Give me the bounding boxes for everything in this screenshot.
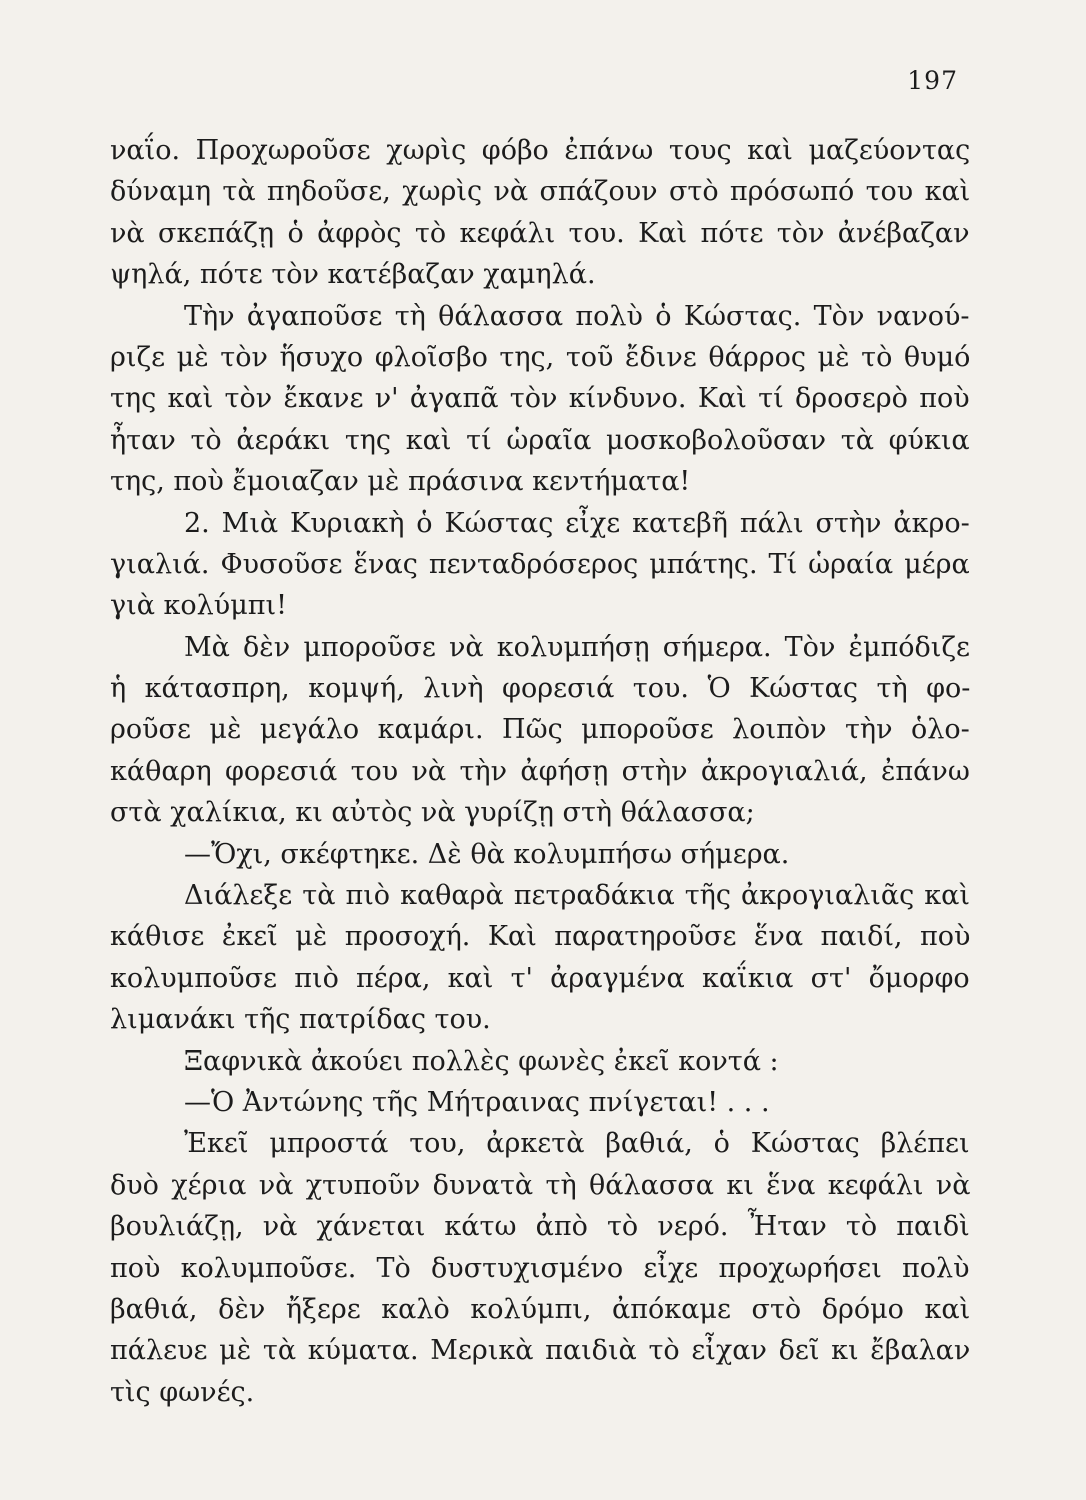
text-line: Τὴν ἀγαποῦσε τὴ θάλασσα πολὺ ὁ Κώστας. Τὸν νανού- — [184, 300, 970, 332]
text-line: κολυμποῦσε πιὸ πέρα, καὶ τ' ἀραγμένα καΐκια στ' ὄμορφο — [110, 962, 970, 994]
text-line: δύναμη τὰ πηδοῦσε, χωρὶς νὰ σπάζουν στὸ πρόσωπό του καὶ — [110, 176, 971, 208]
text-line: της, ποὺ ἔμοιαζαν μὲ πράσινα κεντήματα! — [110, 466, 691, 498]
text-line: ἦταν τὸ ἀεράκι της καὶ τί ὡραῖα μοσκοβολοῦσαν τὰ φύκια — [110, 424, 970, 456]
text-line: κάθισε ἐκεῖ μὲ προσοχή. Καὶ παρατηροῦσε ἕνα παιδί, ποὺ — [110, 921, 971, 953]
text-line: νὰ σκεπάζῃ ὁ ἀφρὸς τὸ κεφάλι του. Καὶ πότε τὸν ἀνέβαζαν — [110, 217, 970, 249]
text-line: ψηλά, πότε τὸν κατέβαζαν χαμηλά. — [110, 259, 596, 291]
text-line: ναΐο. Προχωροῦσε χωρὶς φόβο ἐπάνω τους καὶ μαζεύοντας — [110, 135, 971, 166]
text-line: λιμανάκι τῆς πατρίδας του. — [110, 1004, 491, 1036]
text-line: Διάλεξε τὰ πιὸ καθαρὰ πετραδάκια τῆς ἀκρογιαλιᾶς καὶ — [184, 880, 970, 912]
text-line: ροῦσε μὲ μεγάλο καμάρι. Πῶς μποροῦσε λοιπὸν τὴν ὁλο- — [110, 714, 970, 746]
page-number: 197 — [907, 66, 958, 95]
text-line: βαθιά, δὲν ἤξερε καλὸ κολύμπι, ἀπόκαμε στὸ δρόμο καὶ — [110, 1293, 971, 1325]
text-line: στὰ χαλίκια, κι αὐτὸς νὰ γυρίζῃ στὴ θάλασσα; — [110, 797, 755, 829]
text-line: βουλιάζῃ, νὰ χάνεται κάτω ἀπὸ τὸ νερό. Ἦταν τὸ παιδὶ — [110, 1211, 970, 1243]
text-line: της καὶ τὸν ἔκανε ν' ἀγαπᾶ τὸν κίνδυνο. Καὶ τί δροσερὸ ποὺ — [110, 383, 970, 415]
text-line: γιὰ κολύμπι! — [110, 590, 287, 622]
text-line: τὶς φωνές. — [110, 1376, 255, 1408]
text-line: Ἐκεῖ μπροστά του, ἀρκετὰ βαθιά, ὁ Κώστας βλέπει — [184, 1128, 970, 1160]
text-line: —Ὁ Ἀντώνης τῆς Μήτραινας πνίγεται! . . . — [184, 1086, 770, 1118]
text-line: Ξαφνικὰ ἀκούει πολλὲς φωνὲς ἐκεῖ κοντά : — [184, 1045, 779, 1077]
text-line: 2. Μιὰ Κυριακὴ ὁ Κώστας εἶχε κατεβῆ πάλι στὴν ἀκρο- — [184, 507, 970, 539]
text-line: δυὸ χέρια νὰ χτυποῦν δυνατὰ τὴ θάλασσα κι ἕνα κεφάλι νὰ — [110, 1169, 971, 1201]
text-line: γιαλιά. Φυσοῦσε ἕνας πενταδρόσερος μπάτης. Τί ὡραία μέρα — [110, 548, 970, 580]
text-line: πάλευε μὲ τὰ κύματα. Μερικὰ παιδιὰ τὸ εἶχαν δεῖ κι ἔβαλαν — [110, 1335, 971, 1367]
text-line: ριζε μὲ τὸν ἥσυχο φλοῖσβο της, τοῦ ἔδινε θάρρος μὲ τὸ θυμό — [110, 341, 971, 373]
text-line: ποὺ κολυμποῦσε. Τὸ δυστυχισμένο εἶχε προχωρήσει πολὺ — [110, 1252, 970, 1284]
text-line: ἡ κάτασπρη, κομψή, λινὴ φορεσιά του. Ὁ Κώστας τὴ φο- — [110, 673, 971, 705]
text-line: —Ὄχι, σκέφτηκε. Δὲ θὰ κολυμπήσω σήμερα. — [184, 838, 790, 870]
text-line: Μὰ δὲν μποροῦσε νὰ κολυμπήσῃ σήμερα. Τὸν ἐμπόδιζε — [184, 631, 971, 663]
body-text — [110, 130, 970, 1413]
text-line: κάθαρη φορεσιά του νὰ τὴν ἀφήσῃ στὴν ἀκρογιαλιά, ἐπάνω — [110, 755, 970, 787]
